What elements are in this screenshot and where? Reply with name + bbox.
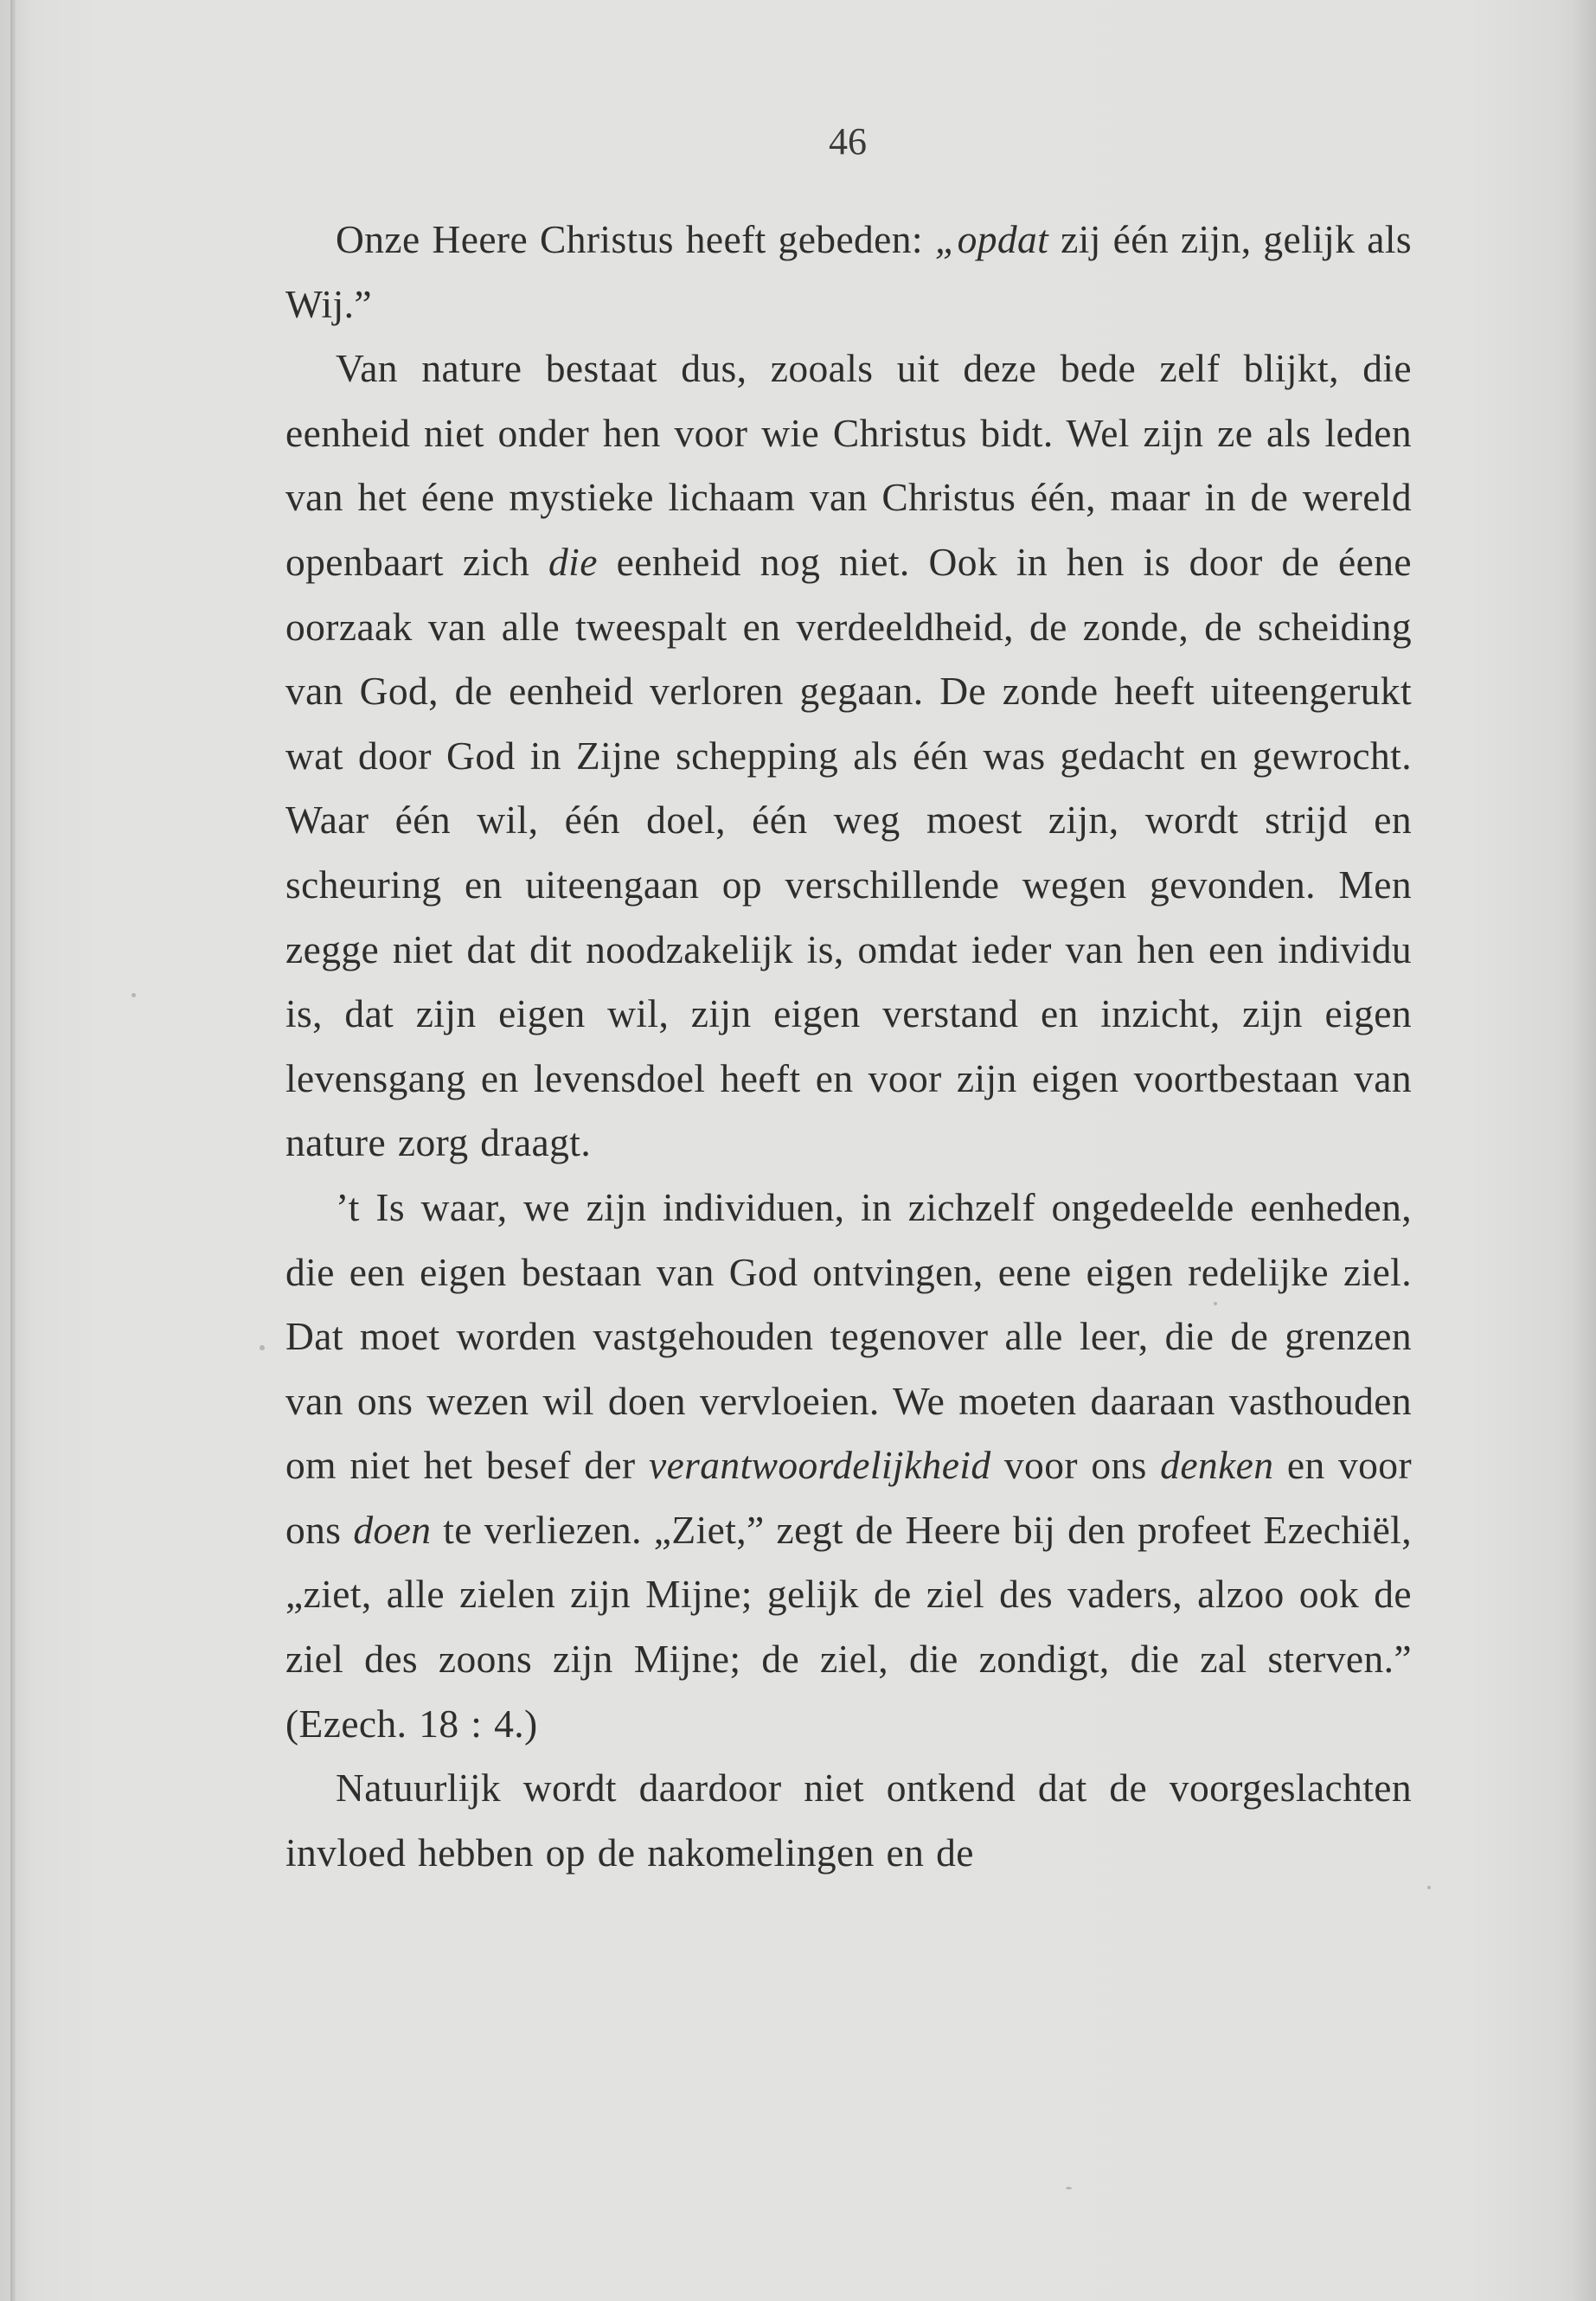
paragraph-2-text: Van nature bestaat dus, zooals uit deze bede zelf blijkt, die eenheid niet onder hen voor wie Christus bidt. Wel zijn ze als leden van het éene mystieke lichaam van Christus één, maar in de wereld openbaart zich bbox=[285, 346, 1412, 584]
paragraph-3-italic-2: denken bbox=[1160, 1443, 1274, 1488]
binding-edge bbox=[10, 0, 16, 2301]
paragraph-2-italic: die bbox=[548, 539, 598, 584]
paragraph-3-text-end: te verliezen. „Ziet,” zegt de Heere bij den profeet Ezechiël, „ziet, alle zielen zijn Mijne; gelijk de ziel des vaders, alzoo ook de ziel des zoons zijn Mijne; de ziel, die zondigt, die zal sterven.” (Ezech. 18 : 4.) bbox=[285, 1507, 1412, 1746]
paragraph-3-text: ’t Is waar, we zijn individuen, in zichzelf ongedeelde eenheden, die een eigen bestaan van God ontvingen, eene eigen redelijke ziel. Dat moet worden vastgehouden tegenover alle leer, die de grenzen van ons wezen wil doen vervloeien. We moeten daaraan vasthouden om niet het besef der bbox=[285, 1184, 1412, 1488]
paragraph-4-text: Natuurlijk wordt daardoor niet ontkend dat de voorgeslachten invloed hebben op de nakomelingen en de bbox=[285, 1766, 1412, 1875]
paper-speck bbox=[1427, 1886, 1431, 1889]
body-text bbox=[285, 208, 1412, 1885]
paragraph-3-text-3: en voor ons bbox=[285, 1443, 1413, 1552]
paragraph-4 bbox=[285, 1756, 1412, 1885]
paragraph-3-italic-1: verantwoordelijkheid bbox=[648, 1443, 991, 1488]
paper-speck bbox=[260, 1345, 265, 1350]
paragraph-2 bbox=[285, 336, 1412, 1176]
page-number: 46 bbox=[829, 120, 867, 163]
paper-speck bbox=[1066, 2187, 1072, 2189]
paper-speck bbox=[1214, 1302, 1217, 1305]
paragraph-1-text: Onze Heere Christus heeft gebeden: bbox=[336, 217, 935, 261]
paragraph-1 bbox=[285, 208, 1412, 336]
paragraph-3-text-2: voor ons bbox=[990, 1443, 1161, 1488]
paragraph-2-text-end: eenheid nog niet. Ook in hen is door de éene oorzaak van alle tweespalt en verdeeldheid, de zonde, de scheiding van God, de eenheid verloren gegaan. De zonde heeft uiteengerukt wat door God in Zijne schepping als één was gedacht en gewrocht. Waar één wil, één doel, één weg moest zijn, wordt strijd en scheuring en uiteengaan op verschillende wegen gevonden. Men zegge niet dat dit noodzakelijk is, omdat ieder van hen een individu is, dat zijn eigen wil, zijn eigen verstand en inzicht, zijn eigen levensgang en levensdoel heeft en voor zijn eigen voortbestaan van nature zorg draagt. bbox=[285, 539, 1412, 1165]
paragraph-1-text-end: zij één zijn, gelijk als Wij.” bbox=[285, 217, 1413, 326]
page-edge-shadow bbox=[1572, 0, 1596, 2301]
paragraph-3-italic-3: doen bbox=[353, 1507, 432, 1552]
paragraph-3 bbox=[285, 1176, 1412, 1756]
paragraph-1-italic: „opdat bbox=[934, 217, 1049, 261]
paper-speck bbox=[131, 993, 136, 997]
